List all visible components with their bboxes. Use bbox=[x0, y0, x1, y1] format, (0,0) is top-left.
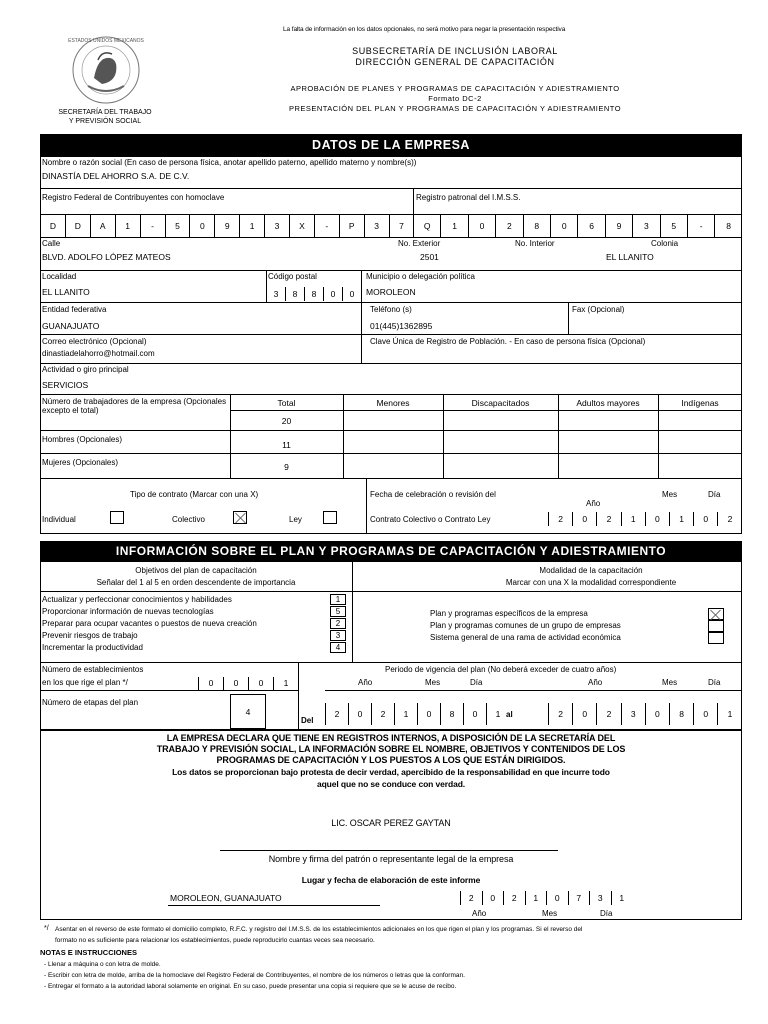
phone-label: Teléfono (s) bbox=[370, 305, 412, 314]
women-label: Mujeres (Opcionales) bbox=[42, 458, 119, 467]
email-label: Correo electrónico (Opcional) bbox=[42, 337, 147, 346]
col-elderly: Adultos mayores bbox=[576, 398, 640, 408]
declaration-line-3: PROGRAMAS DE CAPACITACIÓN Y LOS PUESTOS A LOS QUE ESTÁN DIRIGIDOS. bbox=[216, 755, 566, 765]
contract-month-label: Mes bbox=[662, 490, 678, 499]
rfc-char: - bbox=[314, 215, 339, 237]
validity-to-char: 1 bbox=[717, 703, 741, 725]
rfc-char: 7 bbox=[389, 215, 414, 237]
establishments-char: 0 bbox=[198, 677, 223, 690]
validity-month-label-from: Mes bbox=[425, 678, 441, 687]
signer-name[interactable]: LIC. OSCAR PEREZ GAYTAN bbox=[331, 818, 451, 828]
contract-day-label: Día bbox=[708, 490, 721, 499]
activity-label: Actividad o giro principal bbox=[42, 365, 129, 374]
zip-label: Código postal bbox=[268, 272, 317, 281]
activity-field[interactable]: SERVICIOS bbox=[42, 380, 89, 390]
contract-date-char: 0 bbox=[645, 512, 669, 526]
ministry-line-1: SECRETARÍA DEL TRABAJO bbox=[58, 109, 152, 116]
collective-checkbox[interactable] bbox=[233, 511, 247, 524]
imss-char: 3 bbox=[632, 215, 659, 237]
elab-date-char: 2 bbox=[503, 891, 525, 905]
zip-char: 0 bbox=[342, 287, 361, 301]
instruction-1: - Llenar a máquina o con letra de molde. bbox=[44, 961, 161, 968]
validity-from-char: 0 bbox=[417, 703, 440, 725]
imss-char: 1 bbox=[440, 215, 467, 237]
zip-char: 0 bbox=[323, 287, 342, 301]
validity-to-char: 0 bbox=[572, 703, 596, 725]
contract-date-char: 2 bbox=[717, 512, 741, 526]
validity-month-label-to: Mes bbox=[662, 678, 678, 687]
men-label: Hombres (Opcionales) bbox=[42, 435, 123, 444]
imss-char: 2 bbox=[495, 215, 522, 237]
col-total: Total bbox=[277, 398, 296, 408]
objectives-subtitle: Señalar del 1 al 5 en orden descendente de importancia bbox=[96, 578, 296, 587]
imss-label: Registro patronal del I.M.S.S. bbox=[416, 193, 521, 202]
presentation-title: PRESENTACIÓN DEL PLAN Y PROGRAMAS DE CAPACITACIÓN Y ADIESTRAMIENTO bbox=[288, 104, 622, 113]
imss-char: - bbox=[687, 215, 714, 237]
modality-label: Sistema general de una rama de actividad económica bbox=[430, 633, 621, 642]
validity-from-char: 8 bbox=[440, 703, 463, 725]
footnote-marker: */ bbox=[44, 925, 49, 932]
elab-month-label: Mes bbox=[542, 909, 558, 918]
zip-char: 8 bbox=[285, 287, 304, 301]
rfc-char: P bbox=[339, 215, 364, 237]
declaration-line-1: LA EMPRESA DECLARA QUE TIENE EN REGISTROS INTERNOS, A DISPOSICIÓN DE LA SECRETARÍA DEL bbox=[166, 733, 616, 743]
header-subsecretary bbox=[260, 46, 650, 68]
modality-label: Plan y programas específicos de la empresa bbox=[430, 609, 588, 618]
approval-title: APROBACIÓN DE PLANES Y PROGRAMAS DE CAPACITACIÓN Y ADIESTRAMIENTO bbox=[290, 84, 620, 93]
col-indigenous: Indígenas bbox=[681, 398, 719, 408]
rfc-char: 3 bbox=[364, 215, 389, 237]
imss-char: 8 bbox=[523, 215, 550, 237]
format-code: Formato DC-2 bbox=[428, 94, 482, 103]
imss-char: 6 bbox=[577, 215, 604, 237]
ministry-line-2: Y PREVISIÓN SOCIAL bbox=[68, 118, 142, 125]
imss-char: 0 bbox=[550, 215, 577, 237]
phone-field[interactable]: 01(445)1362895 bbox=[370, 321, 433, 331]
instruction-2: - Escribir con letra de molde, arriba de la homoclave del Registro Federal de Contribuyentes, el nombre de los números o letras que la conforman. bbox=[44, 972, 465, 979]
rfc-char: 5 bbox=[165, 215, 190, 237]
plan-section-title: INFORMACIÓN SOBRE EL PLAN Y PROGRAMAS DE CAPACITACIÓN Y ADIESTRAMIENTO bbox=[40, 541, 742, 561]
municipality-label: Municipio o delegación política bbox=[366, 272, 475, 281]
imss-char: 5 bbox=[660, 215, 687, 237]
ministry-name bbox=[40, 108, 170, 126]
colonia-field[interactable]: EL LLANITO bbox=[606, 252, 654, 262]
from-label: Del bbox=[301, 716, 314, 725]
rfc-char: A bbox=[90, 215, 115, 237]
elab-date-char: 1 bbox=[525, 891, 547, 905]
int-number-label: No. Interior bbox=[515, 239, 555, 248]
declaration-line-2: TRABAJO Y PREVISIÓN SOCIAL, LA INFORMACIÓN SOBRE EL NOMBRE, OBJETIVOS Y CONTENIDOS DE LOS bbox=[156, 744, 626, 754]
individual-checkbox[interactable] bbox=[110, 511, 124, 524]
elab-date-char: 1 bbox=[611, 891, 633, 905]
validity-to-char: 8 bbox=[669, 703, 693, 725]
women-field[interactable]: 9 bbox=[284, 462, 289, 472]
contract-date-char: 1 bbox=[669, 512, 693, 526]
men-field[interactable]: 11 bbox=[282, 440, 291, 450]
validity-year-label-to: Año bbox=[588, 678, 603, 687]
ext-number-label: No. Exterior bbox=[398, 239, 441, 248]
modality-checkbox[interactable] bbox=[708, 608, 724, 620]
collective-label: Colectivo bbox=[172, 515, 205, 524]
validity-from-char: 2 bbox=[371, 703, 394, 725]
validity-to-char: 2 bbox=[548, 703, 572, 725]
contract-date-char: 1 bbox=[621, 512, 645, 526]
locality-field[interactable]: EL LLANITO bbox=[42, 287, 90, 297]
objective-rank-field[interactable]: 1 bbox=[330, 594, 346, 605]
elab-date-char: 0 bbox=[546, 891, 568, 905]
rfc-label: Registro Federal de Contribuyentes con homoclave bbox=[42, 193, 225, 202]
modality-subtitle: Marcar con una X la modalidad correspondiente bbox=[505, 578, 677, 587]
establishments-char: 0 bbox=[223, 677, 248, 690]
rfc-char: 1 bbox=[239, 215, 264, 237]
seal-ring-text: ESTADOS UNIDOS MEXICANOS bbox=[68, 38, 144, 44]
subsecretary-text: SUBSECRETARÍA DE INCLUSIÓN LABORAL bbox=[352, 46, 558, 56]
law-label: Ley bbox=[289, 515, 302, 524]
elab-day-label: Día bbox=[600, 909, 613, 918]
validity-from-char: 2 bbox=[325, 703, 348, 725]
establishments-char: 1 bbox=[273, 677, 298, 690]
imss-char: Q bbox=[413, 215, 440, 237]
rfc-char: - bbox=[140, 215, 165, 237]
rfc-char: 1 bbox=[115, 215, 140, 237]
elab-date-char: 2 bbox=[460, 891, 482, 905]
modality-checkbox[interactable] bbox=[708, 632, 724, 644]
modality-checkbox[interactable] bbox=[708, 620, 724, 632]
validity-year-label-from: Año bbox=[358, 678, 373, 687]
rfc-char: D bbox=[65, 215, 90, 237]
street-field[interactable]: BLVD. ADOLFO LÓPEZ MATEOS bbox=[42, 252, 171, 262]
rfc-char: 3 bbox=[264, 215, 289, 237]
coat-of-arms-seal bbox=[58, 30, 154, 106]
rfc-char: X bbox=[289, 215, 314, 237]
email-field[interactable]: dinastiadelahorro@hotmail.com bbox=[42, 349, 155, 358]
validity-label: Periodo de vigencia del plan (No deberá exceder de cuatro años) bbox=[385, 665, 617, 674]
header-format-title bbox=[260, 84, 650, 114]
validity-day-label-from: Día bbox=[470, 678, 483, 687]
elab-date-char: 3 bbox=[589, 891, 611, 905]
validity-day-label-to: Día bbox=[708, 678, 721, 687]
signer-caption: Nombre y firma del patrón o representante legal de la empresa bbox=[268, 854, 514, 864]
state-field[interactable]: GUANAJUATO bbox=[42, 321, 100, 331]
col-disabled: Discapacitados bbox=[471, 398, 530, 408]
state-label: Entidad federativa bbox=[42, 305, 107, 314]
contract-date-char: 2 bbox=[596, 512, 620, 526]
street-label: Calle bbox=[42, 239, 61, 248]
contract-date-char: 0 bbox=[693, 512, 717, 526]
imss-char: 8 bbox=[714, 215, 741, 237]
company-section-title: DATOS DE LA EMPRESA bbox=[40, 134, 742, 156]
rfc-char: 0 bbox=[189, 215, 214, 237]
validity-to-char: 0 bbox=[693, 703, 717, 725]
establishments-label: Número de establecimientos bbox=[42, 665, 144, 674]
law-checkbox[interactable] bbox=[323, 511, 337, 524]
contract-date-sublabel: Contrato Colectivo o Contrato Ley bbox=[370, 515, 491, 524]
declaration-line-5: aquel que no se conduce con verdad. bbox=[316, 779, 466, 789]
directorate-text: DIRECCIÓN GENERAL DE CAPACITACIÓN bbox=[355, 57, 555, 67]
colonia-label: Colonia bbox=[651, 239, 679, 248]
elab-year-label: Año bbox=[472, 909, 487, 918]
ext-number-field[interactable]: 2501 bbox=[420, 252, 439, 262]
municipality-field[interactable]: MOROLEON bbox=[366, 287, 416, 297]
stages-label: Número de etapas del plan bbox=[42, 698, 139, 707]
objective-label: Incrementar la productividad bbox=[42, 643, 143, 652]
col-minors: Menores bbox=[376, 398, 410, 408]
zip-char: 8 bbox=[304, 287, 323, 301]
objective-rank-field[interactable]: 4 bbox=[330, 642, 346, 653]
establishments-label-2: en los que rige el plan */ bbox=[42, 678, 128, 687]
objective-label: Preparar para ocupar vacantes o puestos de nueva creación bbox=[42, 619, 257, 628]
validity-from-char: 1 bbox=[486, 703, 509, 725]
optional-data-note: La falta de información en los datos opcionales, no será motivo para negar la presentación respectiva bbox=[283, 26, 566, 33]
validity-to-char: 0 bbox=[645, 703, 669, 725]
objective-rank-field[interactable]: 5 bbox=[330, 606, 346, 617]
validity-to-char: 2 bbox=[596, 703, 620, 725]
zip-char: 3 bbox=[266, 287, 285, 301]
objectives-title: Objetivos del plan de capacitación bbox=[135, 566, 257, 575]
contract-year-label: Año bbox=[586, 499, 601, 508]
imss-char: 9 bbox=[605, 215, 632, 237]
notes-title: NOTAS E INSTRUCCIONES bbox=[40, 948, 137, 957]
fax-label: Fax (Opcional) bbox=[572, 305, 625, 314]
stages-field[interactable]: 4 bbox=[245, 707, 251, 717]
modality-title: Modalidad de la capacitación bbox=[539, 566, 643, 575]
objective-rank-field[interactable]: 3 bbox=[330, 630, 346, 641]
contract-date-char: 0 bbox=[572, 512, 596, 526]
validity-from-char: 1 bbox=[394, 703, 417, 725]
contract-date-char: 2 bbox=[548, 512, 572, 526]
declaration-line-4: Los datos se proporcionan bajo protesta de decir verdad, apercibido de la responsabilidad en que incurre todo bbox=[172, 767, 610, 777]
elab-date-char: 7 bbox=[568, 891, 590, 905]
workers-label: Número de trabajadores de la empresa (Opcionales excepto el total) bbox=[42, 397, 227, 415]
validity-from-char: 0 bbox=[348, 703, 371, 725]
locality-label: Localidad bbox=[42, 272, 77, 281]
individual-label: Individual bbox=[42, 515, 76, 524]
place-date-label: Lugar y fecha de elaboración de este informe bbox=[301, 875, 481, 885]
instruction-3: - Entregar el formato a la autoridad laboral solamente en original. En su caso, puede presentar una copia si requiere que se le acuse de recibo. bbox=[44, 983, 457, 990]
validity-from-char: 0 bbox=[463, 703, 486, 725]
contract-date-label: Fecha de celebración o revisión del bbox=[370, 490, 496, 499]
modality-label: Plan y programas comunes de un grupo de empresas bbox=[430, 621, 621, 630]
establishments-char: 0 bbox=[248, 677, 273, 690]
footnote-line-2: formato no es suficiente para relacionar los establecimientos, puede reproducirlo cuantas veces sea necesario. bbox=[55, 937, 375, 944]
rfc-char: D bbox=[40, 215, 65, 237]
total-workers-field[interactable]: 20 bbox=[281, 416, 292, 426]
objective-label: Proporcionar información de nuevas tecnologías bbox=[42, 607, 214, 616]
validity-to-char: 3 bbox=[621, 703, 645, 725]
contract-type-label: Tipo de contrato (Marcar con una X) bbox=[130, 490, 259, 499]
elab-date-char: 0 bbox=[482, 891, 504, 905]
footnote-line-1: Asentar en el reverso de este formato el domicilio completo, R.F.C. y registro del I.M.S.S. de los establecimientos adicionales en los que rigen el plan y los programas. Si el reverso del bbox=[55, 926, 583, 933]
to-label: al bbox=[506, 710, 513, 719]
objective-rank-field[interactable]: 2 bbox=[330, 618, 346, 629]
place-field[interactable]: MOROLEON, GUANAJUATO bbox=[170, 893, 282, 903]
company-name-field[interactable]: DINASTÍA DEL AHORRO S.A. DE C.V. bbox=[42, 171, 190, 181]
company-name-label: Nombre o razón social (En caso de persona física, anotar apellido paterno, apellido materno y nombre(s)) bbox=[42, 158, 417, 167]
imss-char: 0 bbox=[468, 215, 495, 237]
curp-label: Clave Única de Registro de Población. - En caso de persona física (Opcional) bbox=[370, 337, 646, 346]
objective-label: Prevenir riesgos de trabajo bbox=[42, 631, 138, 640]
objective-label: Actualizar y perfeccionar conocimientos y habilidades bbox=[42, 595, 232, 604]
rfc-char: 9 bbox=[214, 215, 239, 237]
